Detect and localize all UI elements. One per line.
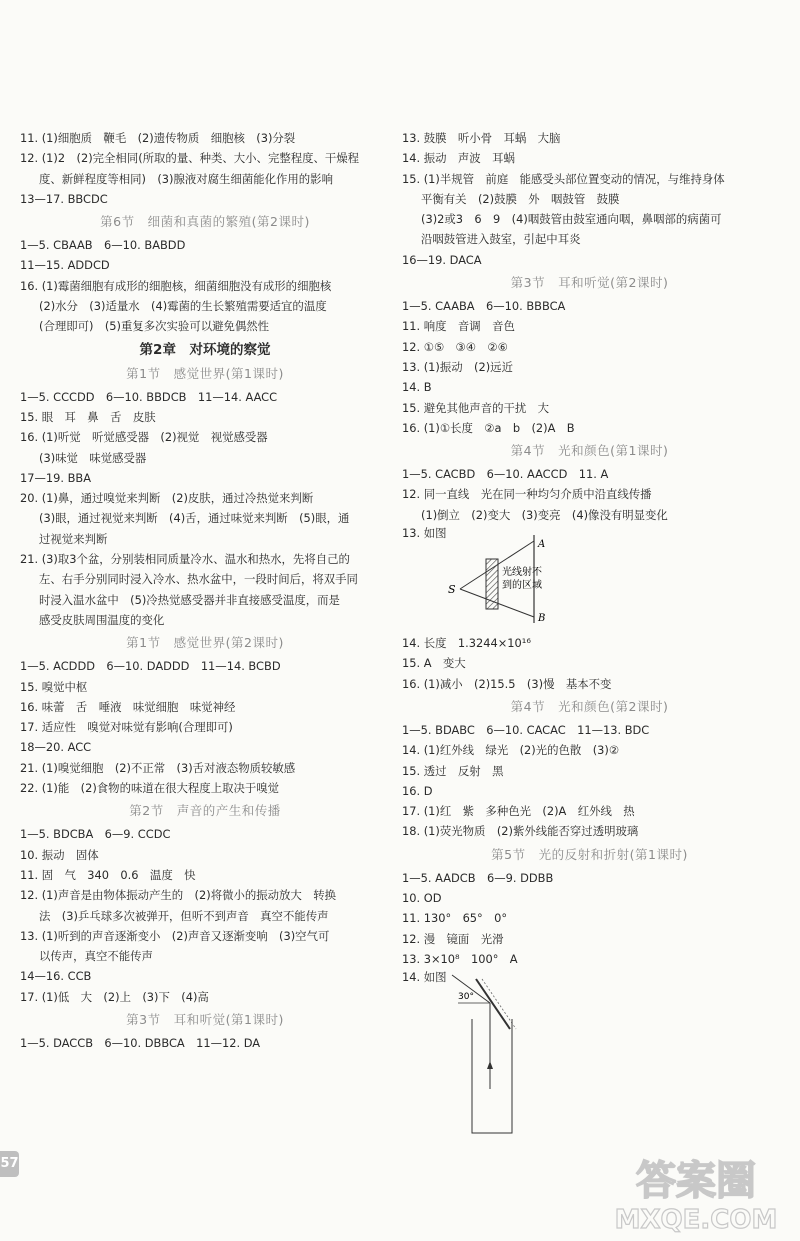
shadow-figure [442, 529, 592, 629]
reflection-diagram [402, 969, 777, 1139]
answer-line: 1—5. CCCDD 6—10. BBDCB 11—14. AACC [20, 389, 278, 404]
chapter-heading: 第2章 对环境的察觉 [139, 341, 271, 358]
answer-line: 法 (3)乒乓球多次被弹开，但听不到声音 真空不能传声 [39, 908, 329, 923]
answer-line: 15. 嗅觉中枢 [20, 679, 88, 694]
section-heading: 第5节 光的反射和折射(第1课时) [491, 846, 688, 862]
answer-line: 时浸入温水盆中 (5)冷热觉感受器并非直接感受温度，而是 [39, 592, 340, 607]
answer-line: 18. (1)荧光物质 (2)紫外线能否穿过透明玻璃 [402, 824, 639, 839]
answer-line: 11. (1)细胞质 鞭毛 (2)遗传物质 细胞核 (3)分裂 [20, 131, 296, 145]
section-heading: 第3节 耳和听觉(第2课时) [510, 275, 669, 291]
answer-line: 17. 适应性 嗅觉对味觉有影响(合理即可) [20, 720, 233, 735]
section-heading: 第1节 感觉世界(第2课时) [126, 635, 284, 651]
right-column [402, 128, 777, 1139]
answer-line: 15. A 变大 [402, 656, 466, 671]
answer-line: 16—19. DACA [402, 252, 482, 267]
answer-line: 15. 透过 反射 黑 [402, 763, 504, 778]
label-a: A [538, 539, 546, 551]
answer-line: 18—20. ACC [20, 740, 92, 755]
answer-line: 14—16. CCB [20, 969, 92, 984]
answer-line: 21. (3)取3个盆，分别装相同质量冷水、温水和热水，先将自己的 [20, 552, 350, 567]
answer-line: (2)水分 (3)适量水 (4)霉菌的生长繁殖需要适宜的温度 [39, 299, 327, 314]
shadow-note-2: 到的区域 [502, 580, 542, 592]
answer-line: 1—5. CAABA 6—10. BBBCA [402, 299, 566, 314]
tube [472, 1019, 512, 1133]
label-b: B [538, 613, 546, 625]
answer-line: 以传声，真空不能传声 [39, 949, 153, 964]
figure-label: 13. 如图 [402, 526, 447, 541]
answer-line: 20. (1)鼻，通过嗅觉来判断 (2)皮肤，通过冷热觉来判断 [20, 491, 314, 506]
answer-line: 12. 漫 镜面 光滑 [402, 931, 504, 946]
answer-line: 15. 避免其他声音的干扰 大 [402, 400, 550, 415]
answer-line: 16. (1)①长度 ②a b (2)A B [402, 420, 575, 435]
answer-line: 17—19. BBA [20, 470, 92, 485]
answer-line: 16. (1)听觉 听觉感受器 (2)视觉 视觉感受器 [20, 430, 268, 445]
svg-text:MXQE.COM: MXQE.COM [614, 1205, 778, 1235]
section-heading: 第2节 声音的产生和传播 [129, 803, 281, 819]
answer-line: 14. 振动 声波 耳蜗 [402, 151, 515, 166]
answer-line: 13—17. BBCDC [20, 191, 108, 206]
answer-line: 度、新鲜程度等相同) (3)腺液对腐生细菌能化作用的影响 [39, 171, 333, 186]
answer-line: 17. (1)低 大 (2)上 (3)下 (4)高 [20, 989, 209, 1004]
section-heading: 第4节 光和颜色(第1课时) [510, 443, 669, 459]
answer-line: 14. 长度 1.3244×10¹⁶ [402, 636, 531, 651]
answer-line: 16. (1)霉菌细胞有成形的细胞核，细菌细胞没有成形的细胞核 [20, 278, 332, 293]
section-heading: 第3节 耳和听觉(第1课时) [126, 1011, 284, 1027]
answer-line: 12. (1)2 (2)完全相同(所取的量、种类、大小、完整程度、干燥程 [20, 151, 360, 166]
answer-line: 13. 3×10⁸ 100° A [402, 951, 518, 966]
answer-line: 平衡有关 (2)鼓膜 外 咽鼓管 鼓膜 [421, 191, 620, 206]
answer-line: 1—5. DACCB 6—10. DBBCA 11—12. DA [20, 1035, 261, 1050]
page-number: 57 [0, 1151, 19, 1177]
left-column [20, 128, 390, 1053]
answer-line: 1—5. AADCB 6—9. DDBB [402, 870, 554, 885]
label-s: S [448, 583, 456, 597]
watermark-logo [596, 1150, 796, 1236]
answer-line: 1—5. CACBD 6—10. AACCD 11. A [402, 467, 609, 482]
shadow-note-1: 光线射不 [502, 567, 542, 579]
arrow-head [487, 1061, 493, 1069]
answer-line: 11. 响度 音调 音色 [402, 319, 515, 334]
answer-line: 感受皮肤周围温度的变化 [39, 612, 165, 627]
obstacle [486, 559, 498, 609]
answer-line: 15. 眼 耳 鼻 舌 皮肤 [20, 409, 156, 424]
answer-line: 16. D [402, 783, 433, 798]
answer-line: 22. (1)能 (2)食物的味道在很大程度上取决于嗅觉 [20, 781, 280, 796]
mirror [476, 979, 510, 1029]
answer-line: 15. (1)半规管 前庭 能感受头部位置变动的情况，与维持身体 [402, 171, 725, 186]
answer-line: 21. (1)嗅觉细胞 (2)不正常 (3)舌对液态物质较敏感 [20, 760, 296, 775]
answer-line: (3)眼，通过视觉来判断 (4)舌，通过味觉来判断 (5)眼，通 [39, 511, 350, 526]
answer-line: 16. 味蕾 舌 唾液 味觉细胞 味觉神经 [20, 699, 236, 714]
answer-line: 1—5. BDABC 6—10. CACAC 11—13. BDC [402, 722, 650, 737]
shadow-diagram [402, 525, 777, 633]
answer-line: 12. (1)声音是由物体振动产生的 (2)将微小的振动放大 转换 [20, 888, 336, 903]
reflection-figure [432, 969, 542, 1139]
svg-text:答案圈: 答案圈 [636, 1158, 756, 1204]
answer-line: 13. (1)听到的声音逐渐变小 (2)声音又逐渐变响 (3)空气可 [20, 928, 330, 943]
answer-line: 1—5. ACDDD 6—10. DADDD 11—14. BCBD [20, 659, 281, 674]
answer-line: 1—5. BDCBA 6—9. CCDC [20, 827, 171, 842]
mirror-hatch [482, 979, 516, 1029]
answer-line: 11. 130° 65° 0° [402, 911, 508, 926]
answer-line: 左、右手分别同时浸入冷水、热水盆中，一段时间后，将双手同 [39, 572, 358, 587]
answer-line: 17. (1)红 紫 多种色光 (2)A 红外线 热 [402, 804, 635, 819]
answer-line: 过视觉来判断 [39, 531, 108, 546]
answer-line: 10. OD [402, 891, 442, 906]
answer-line: 16. (1)减小 (2)15.5 (3)慢 基本不变 [402, 676, 612, 691]
answer-line: (3)2或3 6 9 (4)咽鼓管由鼓室通向咽，鼻咽部的病菌可 [421, 212, 722, 227]
answer-line: 1—5. CBAAB 6—10. BABDD [20, 238, 186, 253]
section-heading: 第6节 细菌和真菌的繁殖(第2课时) [100, 214, 310, 230]
section-heading: 第4节 光和颜色(第2课时) [510, 698, 669, 714]
answer-line: (合理即可) (5)重复多次实验可以避免偶然性 [39, 319, 270, 334]
answer-line: 11—15. ADDCD [20, 258, 110, 273]
answer-line: (1)倒立 (2)变大 (3)变亮 (4)像没有明显变化 [421, 507, 668, 522]
answer-line: 12. ①⑤ ③④ ②⑥ [402, 339, 508, 354]
figure-label: 14. 如图 [402, 970, 447, 985]
answer-line: 13. 鼓膜 听小骨 耳蜗 大脑 [402, 131, 561, 145]
answer-line: 14. (1)红外线 绿光 (2)光的色散 (3)② [402, 743, 620, 758]
answer-line: 11. 固 气 340 0.6 温度 快 [20, 867, 196, 882]
answer-line: 13. (1)振动 (2)远近 [402, 359, 513, 374]
answer-line: (3)味觉 味觉感受器 [39, 450, 147, 465]
angle-label: 30° [458, 992, 474, 1003]
answer-line: 14. B [402, 380, 432, 395]
section-heading: 第1节 感觉世界(第1课时) [126, 365, 284, 381]
answer-line: 沿咽鼓管进入鼓室，引起中耳炎 [421, 232, 581, 247]
answer-line: 12. 同一直线 光在同一种均匀介质中沿直线传播 [402, 487, 652, 502]
answer-line: 10. 振动 固体 [20, 847, 99, 862]
